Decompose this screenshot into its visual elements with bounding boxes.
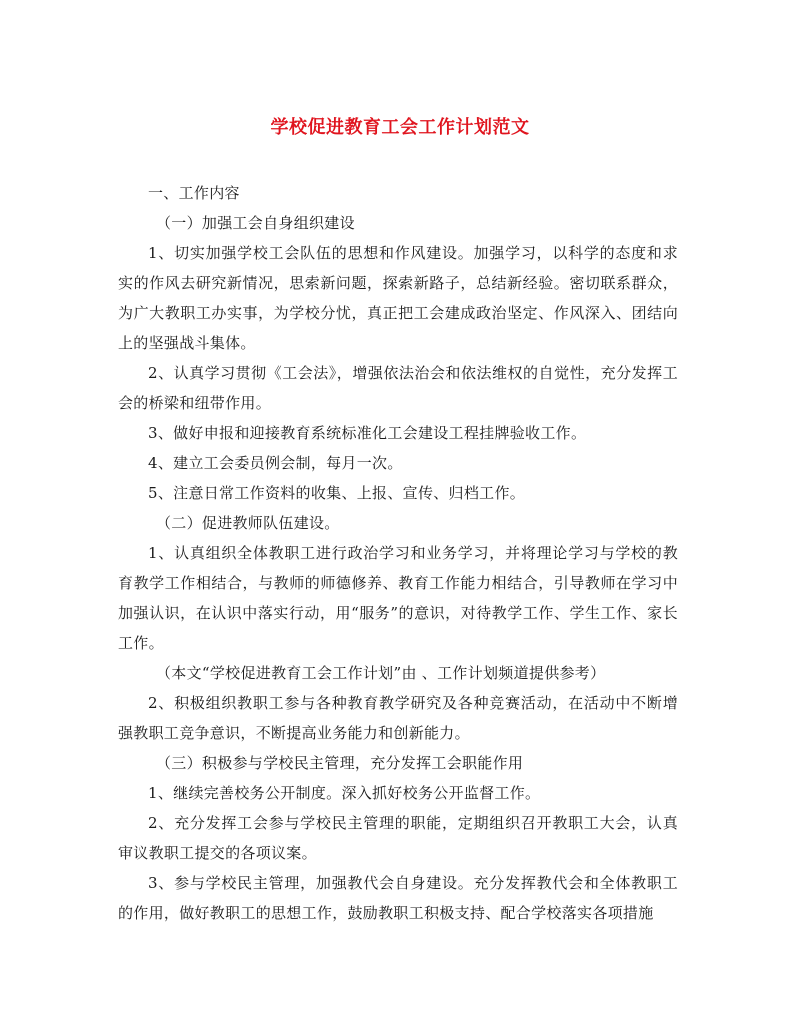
paragraph: 5、注意日常工作资料的收集、上报、宣传、归档工作。	[148, 484, 526, 502]
paragraph: 3、参与学校民主管理，加强教代会自身建设。充分发挥教代会和全体教职工的作用，做好教职工的思想工作，鼓励教职工积极支持、配合学校落实各项措施	[118, 874, 678, 922]
paragraph: 1、继续完善校务公开制度。深入抓好校务公开监督工作。	[148, 784, 541, 802]
paragraph: 1、认真组织全体教职工进行政治学习和业务学习，并将理论学习与学校的教育教学工作相结合，与教师的师德修养、教育工作能力相结合，引导教师在学习中加强认识，在认识中落实行动，用“服务”的意识，对待教学工作、学生工作、家长工作。	[118, 544, 678, 652]
paragraph: 4、建立工会委员例会制，每月一次。	[148, 454, 403, 472]
subsection-heading: （二）促进教师队伍建设。	[156, 514, 340, 532]
paragraph: 2、认真学习贯彻《工会法》，增强依法治会和依法维权的自觉性，充分发挥工会的桥梁和纽带作用。	[118, 364, 678, 412]
subsection-heading: （一）加强工会自身组织建设	[156, 214, 355, 232]
section-heading: 一、工作内容	[148, 184, 240, 202]
source-note: （本文“学校促进教育工会工作计划”由 、工作计划频道提供参考）	[156, 664, 606, 682]
document-title: 学校促进教育工会工作计划范文	[270, 117, 530, 138]
paragraph: 2、积极组织教职工参与各种教育教学研究及各种竞赛活动，在活动中不断增强教职工竞争意识，不断提高业务能力和创新能力。	[118, 694, 678, 742]
paragraph: 1、切实加强学校工会队伍的思想和作风建设。加强学习，以科学的态度和求实的作风去研究新情况，思索新问题，探索新路子，总结新经验。密切联系群众，为广大教职工办实事，为学校分忧，真正把工会建成政治坚定、作风深入、团结向上的坚强战斗集体。	[118, 244, 678, 352]
document-body	[118, 178, 678, 928]
paragraph: 3、做好申报和迎接教育系统标准化工会建设工程挂牌验收工作。	[148, 424, 587, 442]
paragraph: 2、充分发挥工会参与学校民主管理的职能，定期组织召开教职工大会，认真审议教职工提交的各项议案。	[118, 814, 678, 862]
subsection-heading: （三）积极参与学校民主管理，充分发挥工会职能作用	[156, 754, 524, 772]
